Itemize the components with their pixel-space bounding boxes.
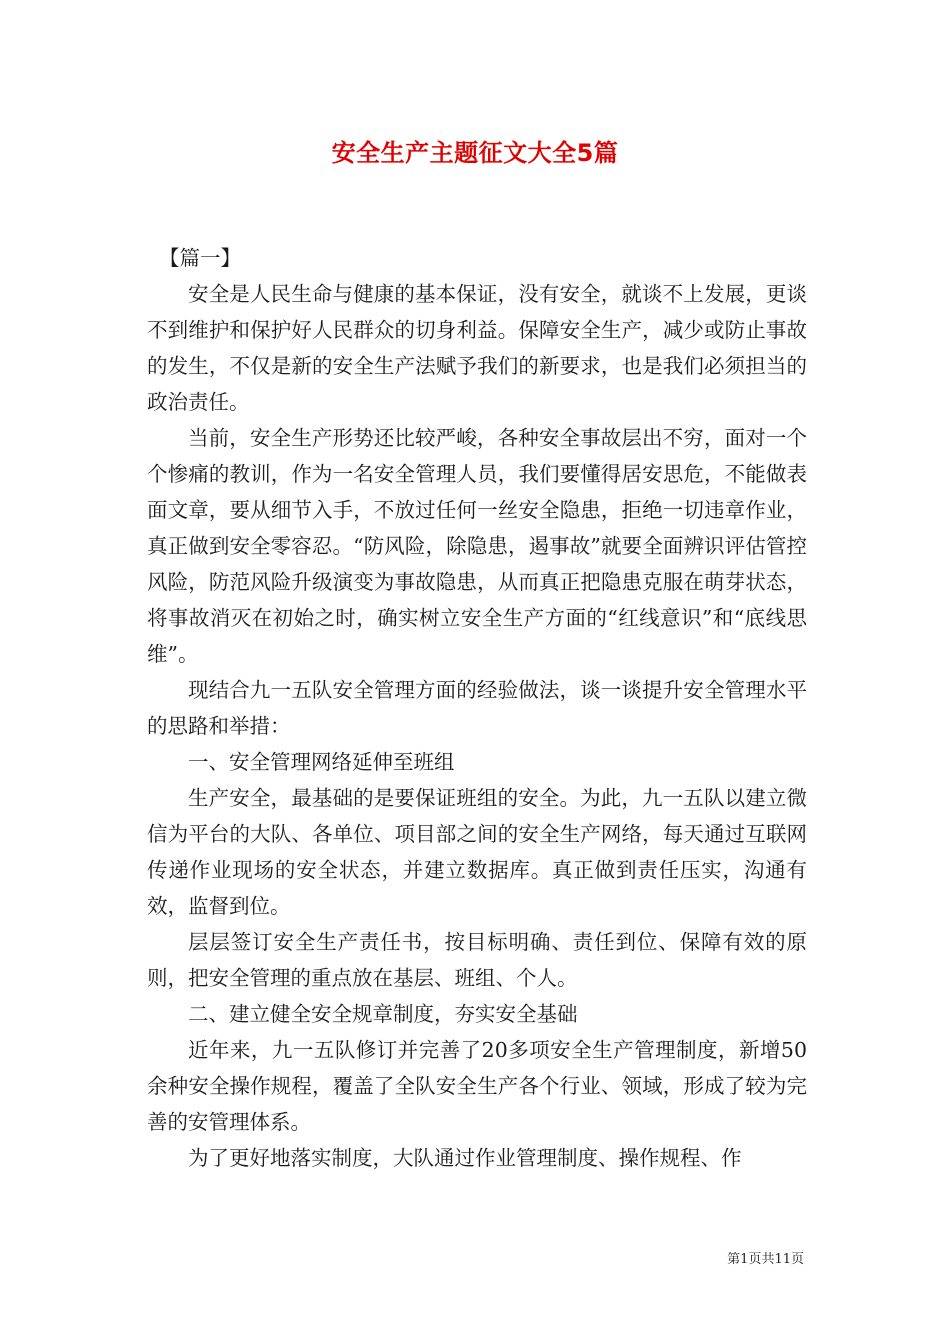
paragraph-3: 现结合九一五队安全管理方面的经验做法，谈一谈提升安全管理水平的思路和举措： xyxy=(147,678,807,738)
heading-1: 一、安全管理网络延伸至班组 xyxy=(188,750,455,774)
paragraph-5: 层层签订安全生产责任书，按目标明确、责任到位、保障有效的原则，把安全管理的重点放在基层、班组、个人。 xyxy=(147,930,807,990)
page-indicator: 第1页共11页 xyxy=(727,1252,804,1267)
heading-2: 二、建立健全安全规章制度，夯实安全基础 xyxy=(188,1002,578,1026)
paragraph-2: 当前，安全生产形势还比较严峻，各种安全事故层出不穷，面对一个个惨痛的教训，作为一名安全管理人员，我们要懂得居安思危，不能做表面文章，要从细节入手，不放过任何一丝安全隐患，拒绝一切违章作业，真正做到安全零容忍。“防风险，除隐患，遏事故”就要全面辨识评估管控风险，防范风险升级演变为事故隐患，从而真正把隐患克服在萌芽状态，将事故消灭在初始之时，确实树立安全生产方面的“红线意识”和“底线思维”。 xyxy=(147,426,807,666)
section-tag: 【篇一】 xyxy=(159,246,241,270)
document-body xyxy=(147,240,807,1176)
paragraph-4: 生产安全，最基础的是要保证班组的安全。为此，九一五队以建立微信为平台的大队、各单位、项目部之间的安全生产网络，每天通过互联网传递作业现场的安全状态，并建立数据库。真正做到责任压实，沟通有效，监督到位。 xyxy=(147,786,807,918)
paragraph-7: 为了更好地落实制度，大队通过作业管理制度、操作规程、作 xyxy=(188,1146,742,1170)
paragraph-1: 安全是人民生命与健康的基本保证，没有安全，就谈不上发展，更谈不到维护和保护好人民群众的切身利益。保障安全生产，减少或防止事故的发生，不仅是新的安全生产法赋予我们的新要求，也是我们必须担当的政治责任。 xyxy=(147,282,807,414)
document-title: 安全生产主题征文大全5篇 xyxy=(331,139,619,167)
paragraph-6: 近年来，九一五队修订并完善了20多项安全生产管理制度，新增50余种安全操作规程，覆盖了全队安全生产各个行业、领域，形成了较为完善的安管理体系。 xyxy=(147,1038,807,1134)
